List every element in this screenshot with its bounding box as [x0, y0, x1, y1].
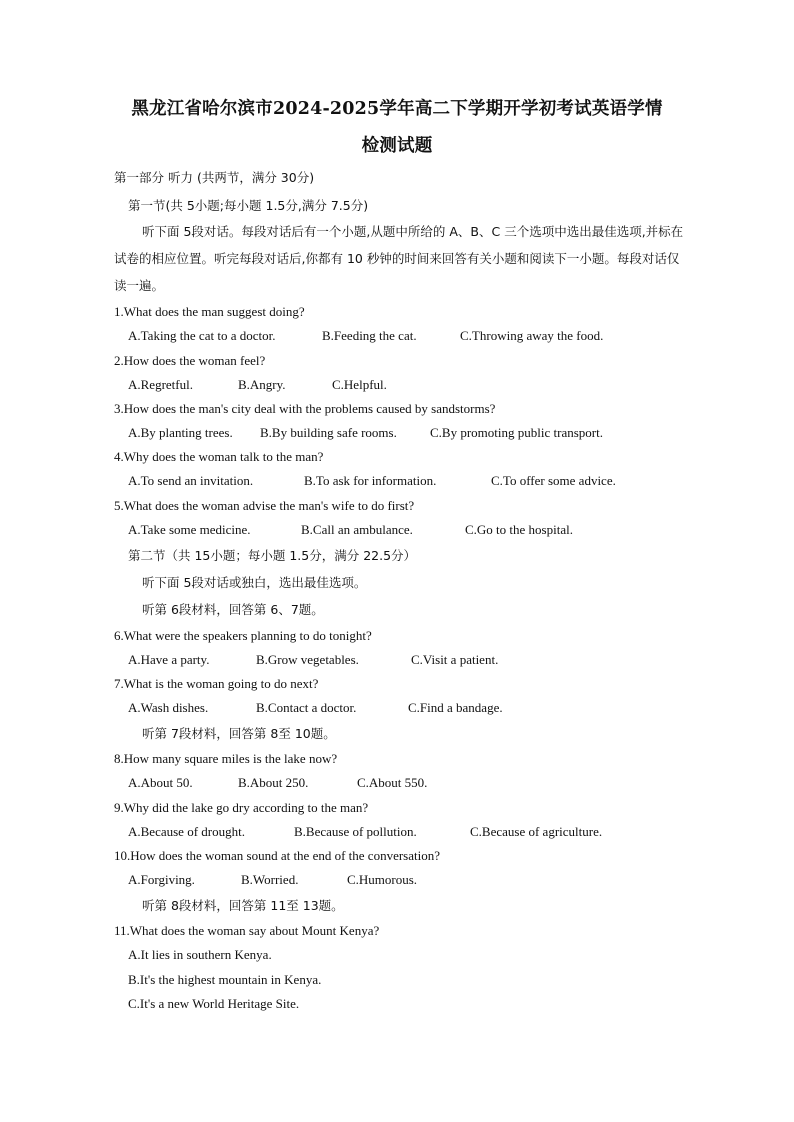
option-a: A.It lies in southern Kenya. — [128, 947, 272, 962]
option-b: B.By building safe rooms. — [260, 425, 397, 440]
option-c: C.Humorous. — [347, 872, 418, 887]
section1-instructions — [114, 218, 684, 299]
option-c: C.Visit a patient. — [411, 652, 499, 667]
option-c: C.To offer some advice. — [491, 473, 616, 488]
option-b: B.Feeding the cat. — [322, 328, 417, 343]
option-b: B.Because of pollution. — [294, 824, 417, 839]
question-9: 9.Why did the lake go dry according to the man? — [114, 800, 369, 815]
question-6: 6.What were the speakers planning to do tonight? — [114, 628, 372, 643]
option-b: B.Angry. — [238, 377, 286, 392]
page-title-line1: 黑龙江省哈尔滨市2024-2025学年高二下学期开学初考试英语学情 — [131, 99, 663, 119]
part1-heading: 第一部分 听力 (共两节，满分 30分) — [114, 170, 315, 185]
option-a: A.To send an invitation. — [128, 473, 254, 488]
question-5: 5.What does the woman advise the man's wife to do first? — [114, 498, 415, 513]
option-a: A.Wash dishes. — [128, 700, 209, 715]
option-c: C.Find a bandage. — [408, 700, 503, 715]
option-b: B.To ask for information. — [304, 473, 437, 488]
question-2: 2.How does the woman feel? — [114, 353, 266, 368]
section2-instructions: 听下面 5段对话或独白，选出最佳选项。 — [142, 575, 367, 590]
option-a: A.About 50. — [128, 775, 193, 790]
option-b: B.About 250. — [238, 775, 309, 790]
option-b: B.Call an ambulance. — [301, 522, 413, 537]
option-c: C.Because of agriculture. — [470, 824, 603, 839]
option-c: C.Throwing away the food. — [460, 328, 604, 343]
option-a: A.Have a party. — [128, 652, 210, 667]
option-b: B.Worried. — [241, 872, 299, 887]
option-a: A.Taking the cat to a doctor. — [128, 328, 276, 343]
question-8: 8.How many square miles is the lake now? — [114, 751, 338, 766]
question-11: 11.What does the woman say about Mount Kenya? — [114, 923, 380, 938]
question-3: 3.How does the man's city deal with the problems caused by sandstorms? — [114, 401, 496, 416]
section1-heading: 第一节(共 5小题;每小题 1.5分,满分 7.5分) — [128, 198, 369, 213]
option-a: A.Take some medicine. — [128, 522, 251, 537]
option-c: C.Go to the hospital. — [465, 522, 573, 537]
question-1: 1.What does the man suggest doing? — [114, 304, 305, 319]
option-c: C.Helpful. — [332, 377, 387, 392]
option-a: A.Forgiving. — [128, 872, 195, 887]
page-title-line2: 检测试题 — [361, 136, 433, 156]
question-4: 4.Why does the woman talk to the man? — [114, 449, 324, 464]
option-c: C.About 550. — [357, 775, 428, 790]
option-a: A.Regretful. — [128, 377, 193, 392]
material-6-note: 听第 6段材料，回答第 6、7题。 — [142, 602, 324, 617]
question-10: 10.How does the woman sound at the end of the conversation? — [114, 848, 441, 863]
material-8-note: 听第 8段材料，回答第 11至 13题。 — [142, 898, 344, 913]
option-b: B.Contact a doctor. — [256, 700, 357, 715]
material-7-note: 听第 7段材料，回答第 8至 10题。 — [142, 726, 336, 741]
section1-instructions-text: 听下面 5段对话。每段对话后有一个小题,从题中所给的 A、B、C 三个选项中选出最佳选项,并标在试卷的相应位置。听完每段对话后,你都有 10 秒钟的时间来回答有关小题和阅读下一小题。每段对话仅读一遍。 — [114, 224, 684, 293]
option-c: C.It's a new World Heritage Site. — [128, 996, 300, 1011]
option-b: B.Grow vegetables. — [256, 652, 359, 667]
option-a: A.By planting trees. — [128, 425, 233, 440]
option-b: B.It's the highest mountain in Kenya. — [128, 972, 322, 987]
section2-heading: 第二节（共 15小题；每小题 1.5分，满分 22.5分） — [128, 548, 417, 563]
option-a: A.Because of drought. — [128, 824, 245, 839]
question-7: 7.What is the woman going to do next? — [114, 676, 319, 691]
option-c: C.By promoting public transport. — [430, 425, 603, 440]
